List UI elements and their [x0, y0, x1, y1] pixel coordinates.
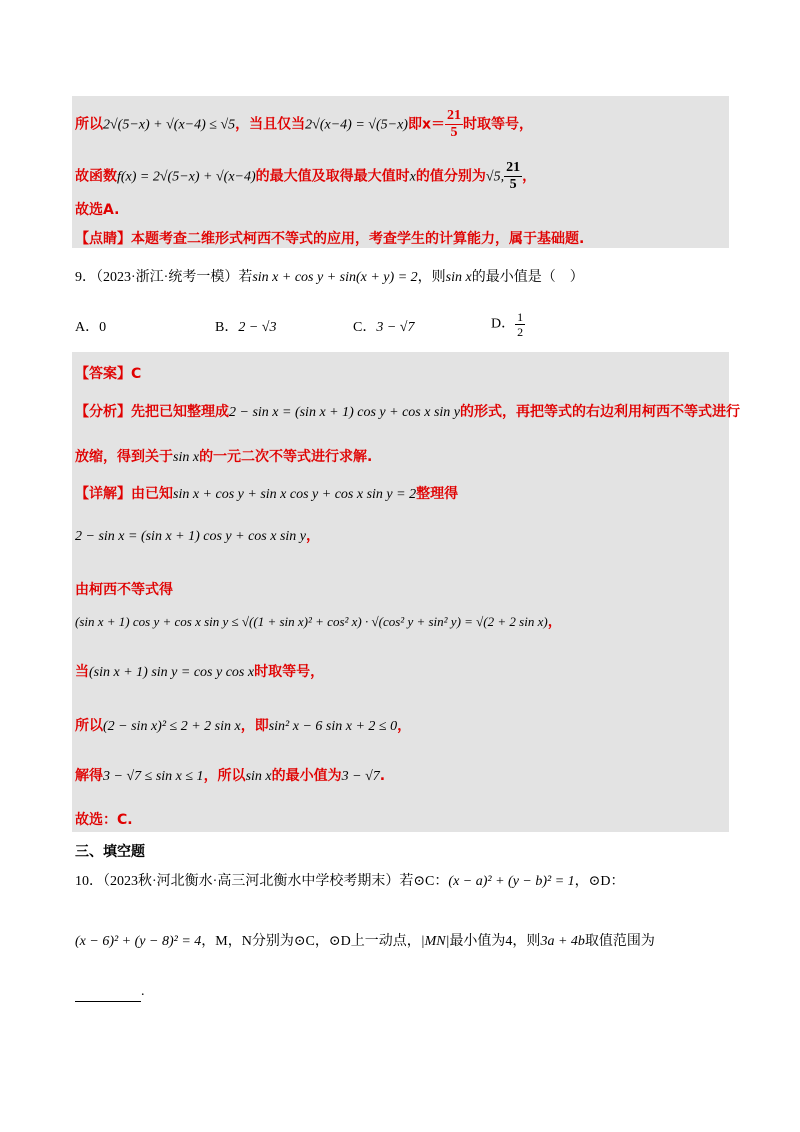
option-b: B．2 − √3 [215, 320, 277, 335]
math-circle-d: (x − 6)² + (y − 8)² = 4 [75, 934, 202, 949]
question-10-blank: . [75, 982, 145, 1002]
answer-label: 【答案】C [75, 366, 142, 382]
analysis-line-2: 放缩，得到关于sin x的一元二次不等式进行求解. [75, 449, 373, 465]
question-10-line-1: 10．（2023秋·河北衡水·高三河北衡水中学校考期末）若⊙C：(x − a)² + (y − b)² = 1，⊙D： [75, 874, 625, 889]
analysis-line-1: 【分析】先把已知整理成2 − sin x = (sin x + 1) cos y + cos x sin y的形式，再把等式的右边利用柯西不等式进行 [75, 404, 741, 420]
solution-line-2: 故函数f(x) = 2√(5−x) + √(x−4)的最大值及取得最大值时x的值分别为√5, $\frac{21}{5}$ ， [75, 160, 537, 192]
equation-2: (sin x + 1) cos y + cos x sin y ≤ √((1 + sin x)² + cos² x) · √(cos² y + sin² y) = √(2 + 2 sin x)， [75, 614, 562, 630]
solution-remark: 【点睛】本题考查二维形式柯西不等式的应用，考查学生的计算能力，属于基础题. [75, 231, 585, 247]
fraction-21-5-b: $\frac{21}{5}$ [506, 160, 521, 192]
math-given: sin x + cos y + sin x cos y + cos x sin y = 2 [173, 487, 417, 502]
math-function: f(x) = 2√(5−x) + √(x−4) [117, 169, 256, 185]
answer-blank[interactable] [75, 988, 141, 1002]
so-line: 所以(2 − sin x)² ≤ 2 + 2 sin x，即sin² x − 6 sin x + 2 ≤ 0， [75, 718, 412, 734]
question-10-line-2: (x − 6)² + (y − 8)² = 4，M，N分别为⊙C，⊙D上一动点，|MN|最小值为4，则3a + 4b取值范围为 [75, 934, 655, 949]
section-title: 三、填空题 [75, 844, 145, 860]
solution-result: 解得3 − √7 ≤ sin x ≤ 1，所以sin x的最小值为3 − √7. [75, 768, 386, 784]
option-a: A．0 [75, 320, 107, 335]
equality-condition: 当(sin x + 1) sin y = cos y cos x时取等号， [75, 664, 325, 680]
math-condition: sin x + cos y + sin(x + y) = 2 [252, 270, 418, 285]
question-9-options [75, 310, 675, 342]
detail-line-1: 【详解】由已知sin x + cos y + sin x cos y + cos x sin y = 2整理得 [75, 486, 459, 502]
math-inequality: 2√(5−x) + √(x−4) ≤ √5 [103, 117, 236, 133]
math-rearranged: 2 − sin x = (sin x + 1) cos y + cos x sin y [229, 405, 461, 420]
solution-line-1: 所以2√(5−x) + √(x−4) ≤ √5，当且仅当2√(x−4) = √(5−x)即x＝ $\frac{21}{5}$ 时取等号， [75, 108, 533, 140]
cauchy-label: 由柯西不等式得 [75, 582, 173, 598]
question-9-stem: 9．（2023·浙江·统考一模）若sin x + cos y + sin(x + y) = 2，则sin x的最小值是（ ） [75, 270, 584, 285]
answer-choose: 故选：C. [75, 812, 133, 828]
option-d: D． $\frac{1}{2}$ [491, 310, 524, 339]
solution-line-choose: 故选A. [75, 202, 120, 218]
fraction-21-5: $\frac{21}{5}$ [446, 108, 461, 140]
option-c: C．3 − √7 [353, 320, 415, 335]
equation-1: 2 − sin x = (sin x + 1) cos y + cos x sin y， [75, 528, 321, 544]
math-equality: 2√(x−4) = √(5−x) [305, 117, 408, 133]
math-circle-c: (x − a)² + (y − b)² = 1 [448, 874, 575, 889]
